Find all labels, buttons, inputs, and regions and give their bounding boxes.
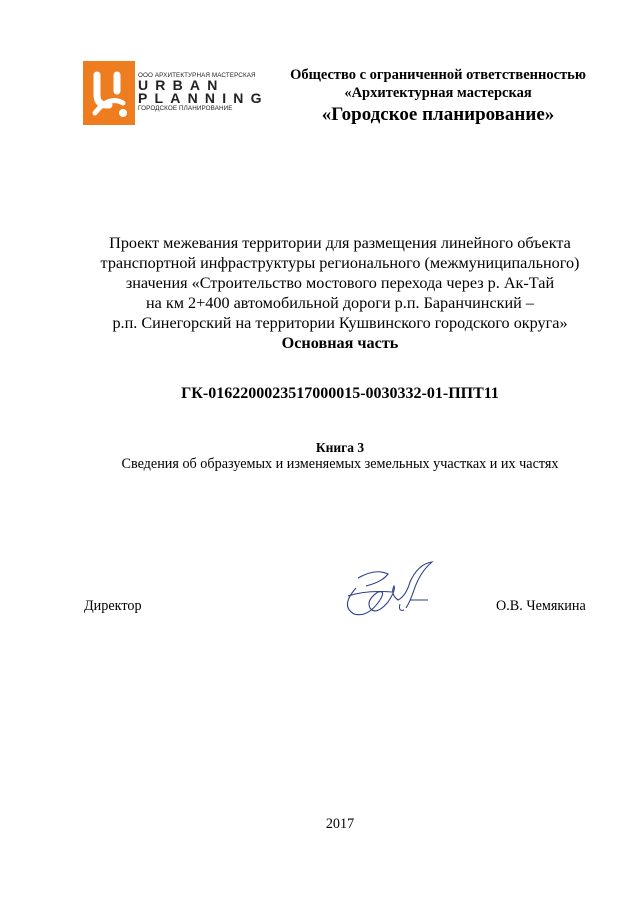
logo-word-planning: PLANNING [138,90,269,106]
document-code: ГК-0162200023517000015-0030332-01-ППТ11 [181,385,499,402]
title-line: Проект межевания территории для размещения линейного объекта [109,234,571,252]
logo-mark-icon [83,61,135,125]
book-label: Книга 3 [315,440,365,455]
signatory-name: О.В. Чемякина [496,598,586,614]
document-title [40,233,640,353]
title-line: значения «Строительство мостового перехода через р. Ак-Тай [125,274,555,292]
document-year: 2017 [325,816,355,832]
book-description: Сведения об образуемых и изменяемых земельных участках и их частях [121,456,559,472]
title-line: р.п. Синегорский на территории Кушвинского городского округа» [112,314,568,332]
org-line-3: «Городское планирование» [321,104,555,125]
handwritten-signature [336,560,436,622]
title-line: на км 2+400 автомобильной дороги р.п. Баранчинский – [145,294,534,312]
logo-line-bottom: ГОРОДСКОЕ ПЛАНИРОВАНИЕ [138,105,233,112]
logo-word-urban: URBAN [138,77,225,93]
org-line-2: «Архитектурная мастерская [344,85,532,101]
organization-header [268,66,608,128]
company-logo-mark [83,61,135,125]
signature-icon [336,560,436,622]
signatory-position: Директор [84,598,142,614]
logo-line-top: ООО АРХИТЕКТУРНАЯ МАСТЕРСКАЯ [138,72,256,79]
title-line: транспортной инфраструктуры регионального (межмуниципального) [100,254,580,272]
company-logo-text [138,72,269,112]
document-subtitle: Основная часть [281,334,399,352]
org-line-1: Общество с ограниченной ответственностью [290,67,586,83]
